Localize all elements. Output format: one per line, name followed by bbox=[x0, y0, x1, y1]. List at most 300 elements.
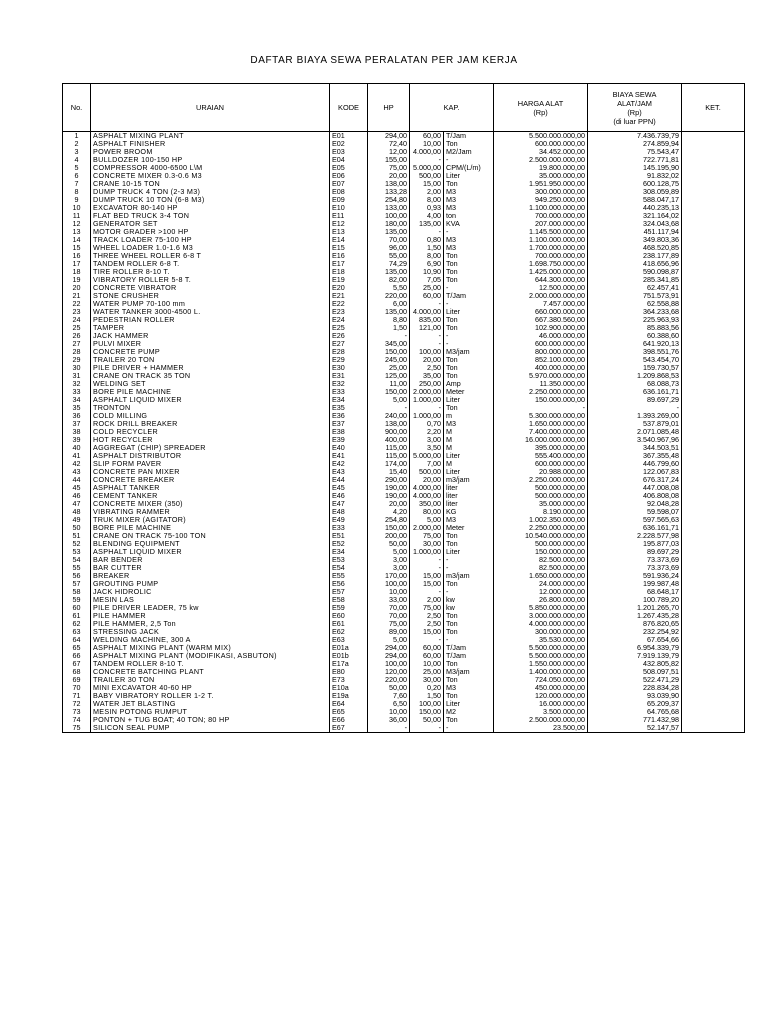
cell-biaya-sewa: 159.730,57 bbox=[588, 364, 682, 372]
cell-kode: E26 bbox=[330, 332, 368, 340]
cell-biaya-sewa: 75.543,47 bbox=[588, 148, 682, 156]
cell-uraian: CONCRETE VIBRATOR bbox=[91, 284, 330, 292]
cell-harga-alat: 5.500.000.000,00 bbox=[494, 644, 588, 652]
cell-biaya-sewa: 6.954.339,79 bbox=[588, 644, 682, 652]
cell-uraian: STRESSING JACK bbox=[91, 628, 330, 636]
cell-biaya-sewa: 508.097,51 bbox=[588, 668, 682, 676]
cell-kap-value: 15,00 bbox=[410, 180, 444, 188]
cell-uraian: ASPHALT MIXING PLANT (WARM MIX) bbox=[91, 644, 330, 652]
cell-ket bbox=[682, 452, 745, 460]
cell-biaya-sewa: 228.834,28 bbox=[588, 684, 682, 692]
cell-kap-unit: M3 bbox=[444, 420, 494, 428]
cell-no: 43 bbox=[63, 468, 91, 476]
cell-kap-value: 2,00 bbox=[410, 188, 444, 196]
cell-ket bbox=[682, 636, 745, 644]
cell-hp: 170,00 bbox=[368, 572, 410, 580]
table-row bbox=[63, 604, 745, 612]
cell-hp: 5,00 bbox=[368, 548, 410, 556]
equipment-rental-table bbox=[62, 83, 745, 733]
cell-harga-alat: 120.000.000,00 bbox=[494, 692, 588, 700]
cell-biaya-sewa: 274.859,94 bbox=[588, 140, 682, 148]
cell-harga-alat: 1.100.000.000,00 bbox=[494, 236, 588, 244]
cell-ket bbox=[682, 436, 745, 444]
cell-kap-unit: Meter bbox=[444, 388, 494, 396]
cell-ket bbox=[682, 284, 745, 292]
cell-kode: E43 bbox=[330, 468, 368, 476]
cell-harga-alat: 35.000.000,00 bbox=[494, 172, 588, 180]
cell-biaya-sewa: 2.228.577,98 bbox=[588, 532, 682, 540]
cell-no: 32 bbox=[63, 380, 91, 388]
cell-no: 2 bbox=[63, 140, 91, 148]
cell-ket bbox=[682, 356, 745, 364]
cell-no: 24 bbox=[63, 316, 91, 324]
cell-uraian: BABY VIBRATORY ROLLER 1-2 T. bbox=[91, 692, 330, 700]
cell-kap-value: 4.000,00 bbox=[410, 492, 444, 500]
cell-uraian: BAR CUTTER bbox=[91, 564, 330, 572]
cell-hp: 6,00 bbox=[368, 300, 410, 308]
cell-uraian: ASPHALT MIXING PLANT bbox=[91, 132, 330, 141]
header-biaya-sewa bbox=[588, 84, 682, 132]
cell-kode: E51 bbox=[330, 532, 368, 540]
cell-uraian: CONCRETE BREAKER bbox=[91, 476, 330, 484]
cell-ket bbox=[682, 412, 745, 420]
cell-kap-value: 2.000,00 bbox=[410, 524, 444, 532]
cell-kap-unit: M3 bbox=[444, 196, 494, 204]
cell-ket bbox=[682, 172, 745, 180]
cell-ket bbox=[682, 700, 745, 708]
cell-no: 61 bbox=[63, 612, 91, 620]
cell-no: 3 bbox=[63, 148, 91, 156]
cell-uraian: BAR BENDER bbox=[91, 556, 330, 564]
cell-uraian: MOTOR GRADER >100 HP bbox=[91, 228, 330, 236]
cell-hp: 294,00 bbox=[368, 132, 410, 141]
cell-kap-value: 60,00 bbox=[410, 292, 444, 300]
cell-hp: 5,00 bbox=[368, 636, 410, 644]
cell-kap-value: 1.000,00 bbox=[410, 396, 444, 404]
cell-biaya-sewa: 3.540.967,96 bbox=[588, 436, 682, 444]
cell-hp: 135,00 bbox=[368, 268, 410, 276]
cell-harga-alat: 19.800.000,00 bbox=[494, 164, 588, 172]
cell-ket bbox=[682, 132, 745, 141]
cell-no: 31 bbox=[63, 372, 91, 380]
cell-kap-value: 30,00 bbox=[410, 540, 444, 548]
cell-harga-alat: 16.000.000,00 bbox=[494, 700, 588, 708]
cell-ket bbox=[682, 348, 745, 356]
header-harga-line2: (Rp) bbox=[533, 107, 548, 117]
cell-kap-value: 60,00 bbox=[410, 644, 444, 652]
cell-biaya-sewa: 591.936,24 bbox=[588, 572, 682, 580]
cell-kode: E06 bbox=[330, 172, 368, 180]
cell-ket bbox=[682, 324, 745, 332]
cell-kap-unit: T/Jam bbox=[444, 652, 494, 660]
cell-uraian: TRUK MIXER (AGITATOR) bbox=[91, 516, 330, 524]
cell-hp: 15,40 bbox=[368, 468, 410, 476]
cell-hp: 12,00 bbox=[368, 148, 410, 156]
cell-kode: E41 bbox=[330, 452, 368, 460]
cell-kap-value: 20,00 bbox=[410, 476, 444, 484]
cell-biaya-sewa: 349.803,36 bbox=[588, 236, 682, 244]
cell-kode: E31 bbox=[330, 372, 368, 380]
cell-no: 16 bbox=[63, 252, 91, 260]
table-row bbox=[63, 436, 745, 444]
cell-kode: E15 bbox=[330, 244, 368, 252]
cell-uraian: WATER TANKER 3000-4500 L. bbox=[91, 308, 330, 316]
cell-harga-alat: 450.000.000,00 bbox=[494, 684, 588, 692]
cell-ket bbox=[682, 460, 745, 468]
cell-hp: 10,00 bbox=[368, 588, 410, 596]
cell-kap-value: 2,00 bbox=[410, 596, 444, 604]
cell-uraian: PEDESTRIAN ROLLER bbox=[91, 316, 330, 324]
cell-uraian: CONCRETE PAN MIXER bbox=[91, 468, 330, 476]
table-header-row bbox=[63, 84, 745, 132]
cell-kap-value: 50,00 bbox=[410, 716, 444, 724]
table-row bbox=[63, 276, 745, 284]
cell-kap-value: 2,50 bbox=[410, 620, 444, 628]
cell-biaya-sewa: 588.047,17 bbox=[588, 196, 682, 204]
cell-hp: 174,00 bbox=[368, 460, 410, 468]
cell-ket bbox=[682, 524, 745, 532]
cell-kap-value: - bbox=[410, 588, 444, 596]
cell-ket bbox=[682, 508, 745, 516]
table-row bbox=[63, 188, 745, 196]
cell-kap-unit: m bbox=[444, 412, 494, 420]
cell-hp: 55,00 bbox=[368, 252, 410, 260]
cell-kap-value: 25,00 bbox=[410, 668, 444, 676]
table-row bbox=[63, 476, 745, 484]
table-row bbox=[63, 588, 745, 596]
cell-kap-value: 0,70 bbox=[410, 420, 444, 428]
cell-kap-unit: T/Jam bbox=[444, 292, 494, 300]
cell-no: 52 bbox=[63, 540, 91, 548]
cell-biaya-sewa: 636.161,71 bbox=[588, 524, 682, 532]
cell-biaya-sewa: 64.765,68 bbox=[588, 708, 682, 716]
cell-kap-unit: - bbox=[444, 588, 494, 596]
table-row bbox=[63, 324, 745, 332]
cell-no: 45 bbox=[63, 484, 91, 492]
cell-no: 7 bbox=[63, 180, 91, 188]
cell-harga-alat: 700.000.000,00 bbox=[494, 212, 588, 220]
cell-hp: 33,00 bbox=[368, 596, 410, 604]
header-harga-line1: HARGA ALAT bbox=[517, 98, 564, 108]
cell-uraian: TRONTON bbox=[91, 404, 330, 412]
cell-no: 59 bbox=[63, 596, 91, 604]
cell-kode: E10a bbox=[330, 684, 368, 692]
cell-kap-unit: Ton bbox=[444, 716, 494, 724]
cell-ket bbox=[682, 652, 745, 660]
cell-no: 9 bbox=[63, 196, 91, 204]
cell-hp: 254,80 bbox=[368, 196, 410, 204]
cell-harga-alat: 3.000.000.000,00 bbox=[494, 612, 588, 620]
cell-uraian: MESIN POTONG RUMPUT bbox=[91, 708, 330, 716]
cell-ket bbox=[682, 340, 745, 348]
cell-kap-unit: Ton bbox=[444, 140, 494, 148]
cell-harga-alat: 23.500,00 bbox=[494, 724, 588, 733]
cell-harga-alat: 2.250.000.000,00 bbox=[494, 524, 588, 532]
cell-no: 20 bbox=[63, 284, 91, 292]
cell-hp: 5,50 bbox=[368, 284, 410, 292]
cell-kode: E34 bbox=[330, 396, 368, 404]
cell-ket bbox=[682, 300, 745, 308]
table-row bbox=[63, 244, 745, 252]
cell-uraian: SILICON SEAL PUMP bbox=[91, 724, 330, 733]
cell-hp: 3,00 bbox=[368, 564, 410, 572]
cell-kap-value: - bbox=[410, 404, 444, 412]
cell-harga-alat: 34.452.000,00 bbox=[494, 148, 588, 156]
cell-kap-value: 10,90 bbox=[410, 268, 444, 276]
cell-ket bbox=[682, 476, 745, 484]
cell-uraian: MINI EXCAVATOR 40-60 HP bbox=[91, 684, 330, 692]
cell-biaya-sewa: 68.088,73 bbox=[588, 380, 682, 388]
cell-kode: E46 bbox=[330, 492, 368, 500]
cell-uraian: BREAKER bbox=[91, 572, 330, 580]
cell-kap-unit: Ton bbox=[444, 364, 494, 372]
table-row bbox=[63, 564, 745, 572]
header-harga-alat bbox=[494, 84, 588, 132]
cell-hp: 50,00 bbox=[368, 684, 410, 692]
cell-kap-value: 2,50 bbox=[410, 612, 444, 620]
cell-hp: 72,40 bbox=[368, 140, 410, 148]
cell-hp: 155,00 bbox=[368, 156, 410, 164]
cell-biaya-sewa: 89.697,29 bbox=[588, 548, 682, 556]
cell-ket bbox=[682, 676, 745, 684]
cell-biaya-sewa: 522.471,29 bbox=[588, 676, 682, 684]
cell-kap-unit: Ton bbox=[444, 316, 494, 324]
cell-uraian: PILE DRIVER + HAMMER bbox=[91, 364, 330, 372]
cell-harga-alat: 2.500.000.000,00 bbox=[494, 716, 588, 724]
cell-kap-unit: - bbox=[444, 724, 494, 733]
cell-kode: E42 bbox=[330, 460, 368, 468]
table-row bbox=[63, 524, 745, 532]
cell-ket bbox=[682, 644, 745, 652]
cell-harga-alat: 600.000.000,00 bbox=[494, 340, 588, 348]
cell-harga-alat: 7.400.000.000,00 bbox=[494, 428, 588, 436]
cell-hp: 135,00 bbox=[368, 228, 410, 236]
cell-kode: E48 bbox=[330, 508, 368, 516]
cell-no: 75 bbox=[63, 724, 91, 733]
cell-no: 11 bbox=[63, 212, 91, 220]
table-row bbox=[63, 156, 745, 164]
table-row bbox=[63, 228, 745, 236]
table-row bbox=[63, 396, 745, 404]
cell-hp: 115,00 bbox=[368, 444, 410, 452]
cell-kode: E45 bbox=[330, 484, 368, 492]
cell-no: 19 bbox=[63, 276, 91, 284]
cell-kap-value: 0,20 bbox=[410, 684, 444, 692]
cell-harga-alat: 600.000.000,00 bbox=[494, 460, 588, 468]
table-body bbox=[63, 132, 745, 733]
cell-ket bbox=[682, 564, 745, 572]
cell-harga-alat: 150.000.000,00 bbox=[494, 396, 588, 404]
cell-hp: 20,00 bbox=[368, 172, 410, 180]
cell-biaya-sewa: 364.233,68 bbox=[588, 308, 682, 316]
cell-kap-value: - bbox=[410, 564, 444, 572]
cell-harga-alat: 724.050.000,00 bbox=[494, 676, 588, 684]
cell-hp: 150,00 bbox=[368, 388, 410, 396]
cell-hp: 11,00 bbox=[368, 380, 410, 388]
cell-harga-alat: 600.000.000,00 bbox=[494, 140, 588, 148]
cell-no: 63 bbox=[63, 628, 91, 636]
cell-hp: 10,00 bbox=[368, 708, 410, 716]
cell-kap-value: - bbox=[410, 300, 444, 308]
cell-no: 62 bbox=[63, 620, 91, 628]
cell-harga-alat: 1.951.950.000,00 bbox=[494, 180, 588, 188]
cell-no: 44 bbox=[63, 476, 91, 484]
cell-biaya-sewa: 418.656,96 bbox=[588, 260, 682, 268]
cell-hp: 120,00 bbox=[368, 668, 410, 676]
cell-kap-value: 20,00 bbox=[410, 356, 444, 364]
cell-kap-unit: M3 bbox=[444, 244, 494, 252]
cell-no: 29 bbox=[63, 356, 91, 364]
cell-ket bbox=[682, 188, 745, 196]
cell-no: 27 bbox=[63, 340, 91, 348]
cell-biaya-sewa: 225.963,93 bbox=[588, 316, 682, 324]
cell-kap-unit: Liter bbox=[444, 452, 494, 460]
cell-ket bbox=[682, 492, 745, 500]
cell-uraian: CONCRETE MIXER 0.3-0.6 M3 bbox=[91, 172, 330, 180]
cell-harga-alat: 1.400.000.000,00 bbox=[494, 668, 588, 676]
cell-kode: E02 bbox=[330, 140, 368, 148]
cell-hp: 180,00 bbox=[368, 220, 410, 228]
cell-uraian: JACK HIDROLIC bbox=[91, 588, 330, 596]
cell-harga-alat: 82.500.000,00 bbox=[494, 556, 588, 564]
cell-kode: E58 bbox=[330, 596, 368, 604]
cell-ket bbox=[682, 196, 745, 204]
table-row bbox=[63, 420, 745, 428]
cell-harga-alat: 2.250.000.000,00 bbox=[494, 476, 588, 484]
cell-kap-unit: M3/jam bbox=[444, 668, 494, 676]
cell-kode: E29 bbox=[330, 356, 368, 364]
cell-kap-unit: Ton bbox=[444, 692, 494, 700]
table-row bbox=[63, 316, 745, 324]
cell-harga-alat: 8.190.000,00 bbox=[494, 508, 588, 516]
cell-harga-alat: 5.970.000.000,00 bbox=[494, 372, 588, 380]
header-kode: KODE bbox=[330, 84, 368, 132]
cell-harga-alat: 150.000.000,00 bbox=[494, 548, 588, 556]
cell-uraian: PILE HAMMER, 2,5 Ton bbox=[91, 620, 330, 628]
cell-kap-value: - bbox=[410, 636, 444, 644]
table-row bbox=[63, 204, 745, 212]
cell-uraian: TIRE ROLLER 8-10 T. bbox=[91, 268, 330, 276]
cell-ket bbox=[682, 724, 745, 733]
cell-no: 21 bbox=[63, 292, 91, 300]
table-row bbox=[63, 220, 745, 228]
cell-kap-unit: M bbox=[444, 444, 494, 452]
cell-no: 40 bbox=[63, 444, 91, 452]
cell-kode: E08 bbox=[330, 188, 368, 196]
cell-kap-value: 4.000,00 bbox=[410, 148, 444, 156]
table-row bbox=[63, 444, 745, 452]
cell-biaya-sewa: 195.877,03 bbox=[588, 540, 682, 548]
cell-harga-alat: 5.500.000.000,00 bbox=[494, 132, 588, 141]
table-row bbox=[63, 612, 745, 620]
cell-uraian: TRACK LOADER 75-100 HP bbox=[91, 236, 330, 244]
cell-kap-unit: M bbox=[444, 460, 494, 468]
cell-ket bbox=[682, 516, 745, 524]
cell-kap-value: 75,00 bbox=[410, 604, 444, 612]
cell-biaya-sewa: 321.164,02 bbox=[588, 212, 682, 220]
table-row bbox=[63, 580, 745, 588]
cell-harga-alat: 949.250.000,00 bbox=[494, 196, 588, 204]
cell-harga-alat: 300.000.000,00 bbox=[494, 628, 588, 636]
cell-hp: 125,00 bbox=[368, 372, 410, 380]
cell-kode: E63 bbox=[330, 636, 368, 644]
cell-kap-value: 2,50 bbox=[410, 364, 444, 372]
cell-kap-unit: - bbox=[444, 284, 494, 292]
cell-harga-alat: 207.000.000,00 bbox=[494, 220, 588, 228]
cell-biaya-sewa: 1.393.269,00 bbox=[588, 412, 682, 420]
cell-kap-value: 8,00 bbox=[410, 252, 444, 260]
cell-kap-value: - bbox=[410, 724, 444, 733]
cell-kap-value: 7,05 bbox=[410, 276, 444, 284]
cell-kap-unit: - bbox=[444, 556, 494, 564]
cell-biaya-sewa: 590.098,87 bbox=[588, 268, 682, 276]
cell-no: 36 bbox=[63, 412, 91, 420]
header-uraian: URAIAN bbox=[91, 84, 330, 132]
cell-uraian: ROCK DRILL BREAKER bbox=[91, 420, 330, 428]
cell-hp: 74,29 bbox=[368, 260, 410, 268]
cell-kode: E24 bbox=[330, 316, 368, 324]
cell-harga-alat: 5.850.000.000,00 bbox=[494, 604, 588, 612]
table-row bbox=[63, 260, 745, 268]
cell-no: 49 bbox=[63, 516, 91, 524]
table-row bbox=[63, 196, 745, 204]
table-row bbox=[63, 140, 745, 148]
cell-harga-alat: 1.002.350.000,00 bbox=[494, 516, 588, 524]
header-biaya-line1: BIAYA SEWA bbox=[612, 89, 657, 99]
cell-biaya-sewa: 446.799,60 bbox=[588, 460, 682, 468]
cell-biaya-sewa: - bbox=[588, 404, 682, 412]
cell-kap-value: - bbox=[410, 340, 444, 348]
cell-kap-value: 10,00 bbox=[410, 140, 444, 148]
cell-uraian: SLIP FORM PAVER bbox=[91, 460, 330, 468]
cell-biaya-sewa: 85.883,56 bbox=[588, 324, 682, 332]
cell-kap-unit: M2 bbox=[444, 708, 494, 716]
cell-hp: 25,00 bbox=[368, 364, 410, 372]
cell-hp: 400,00 bbox=[368, 436, 410, 444]
cell-kode: E54 bbox=[330, 564, 368, 572]
cell-hp: 115,00 bbox=[368, 452, 410, 460]
cell-no: 57 bbox=[63, 580, 91, 588]
cell-uraian: PULVI MIXER bbox=[91, 340, 330, 348]
cell-kap-value: 35,00 bbox=[410, 372, 444, 380]
cell-biaya-sewa: 92.048,28 bbox=[588, 500, 682, 508]
cell-biaya-sewa: 367.355,48 bbox=[588, 452, 682, 460]
cell-ket bbox=[682, 572, 745, 580]
cell-ket bbox=[682, 620, 745, 628]
cell-kode: E05 bbox=[330, 164, 368, 172]
cell-hp: 138,00 bbox=[368, 180, 410, 188]
cell-uraian: WATER PUMP 70-100 mm bbox=[91, 300, 330, 308]
cell-kap-value: 80,00 bbox=[410, 508, 444, 516]
cell-kode: E07 bbox=[330, 180, 368, 188]
cell-kode: E52 bbox=[330, 540, 368, 548]
cell-kode: E67 bbox=[330, 724, 368, 733]
cell-kap-value: 1,50 bbox=[410, 244, 444, 252]
cell-kode: E53 bbox=[330, 556, 368, 564]
cell-biaya-sewa: 636.161,71 bbox=[588, 388, 682, 396]
cell-no: 56 bbox=[63, 572, 91, 580]
cell-kode: E65 bbox=[330, 708, 368, 716]
cell-kap-value: 4.000,00 bbox=[410, 484, 444, 492]
cell-harga-alat: 555.400.000,00 bbox=[494, 452, 588, 460]
table-row bbox=[63, 572, 745, 580]
cell-biaya-sewa: 771.432,98 bbox=[588, 716, 682, 724]
cell-harga-alat: 1.100.000.000,00 bbox=[494, 204, 588, 212]
cell-kode: E09 bbox=[330, 196, 368, 204]
cell-uraian: GROUTING PUMP bbox=[91, 580, 330, 588]
cell-no: 35 bbox=[63, 404, 91, 412]
cell-hp: 345,00 bbox=[368, 340, 410, 348]
